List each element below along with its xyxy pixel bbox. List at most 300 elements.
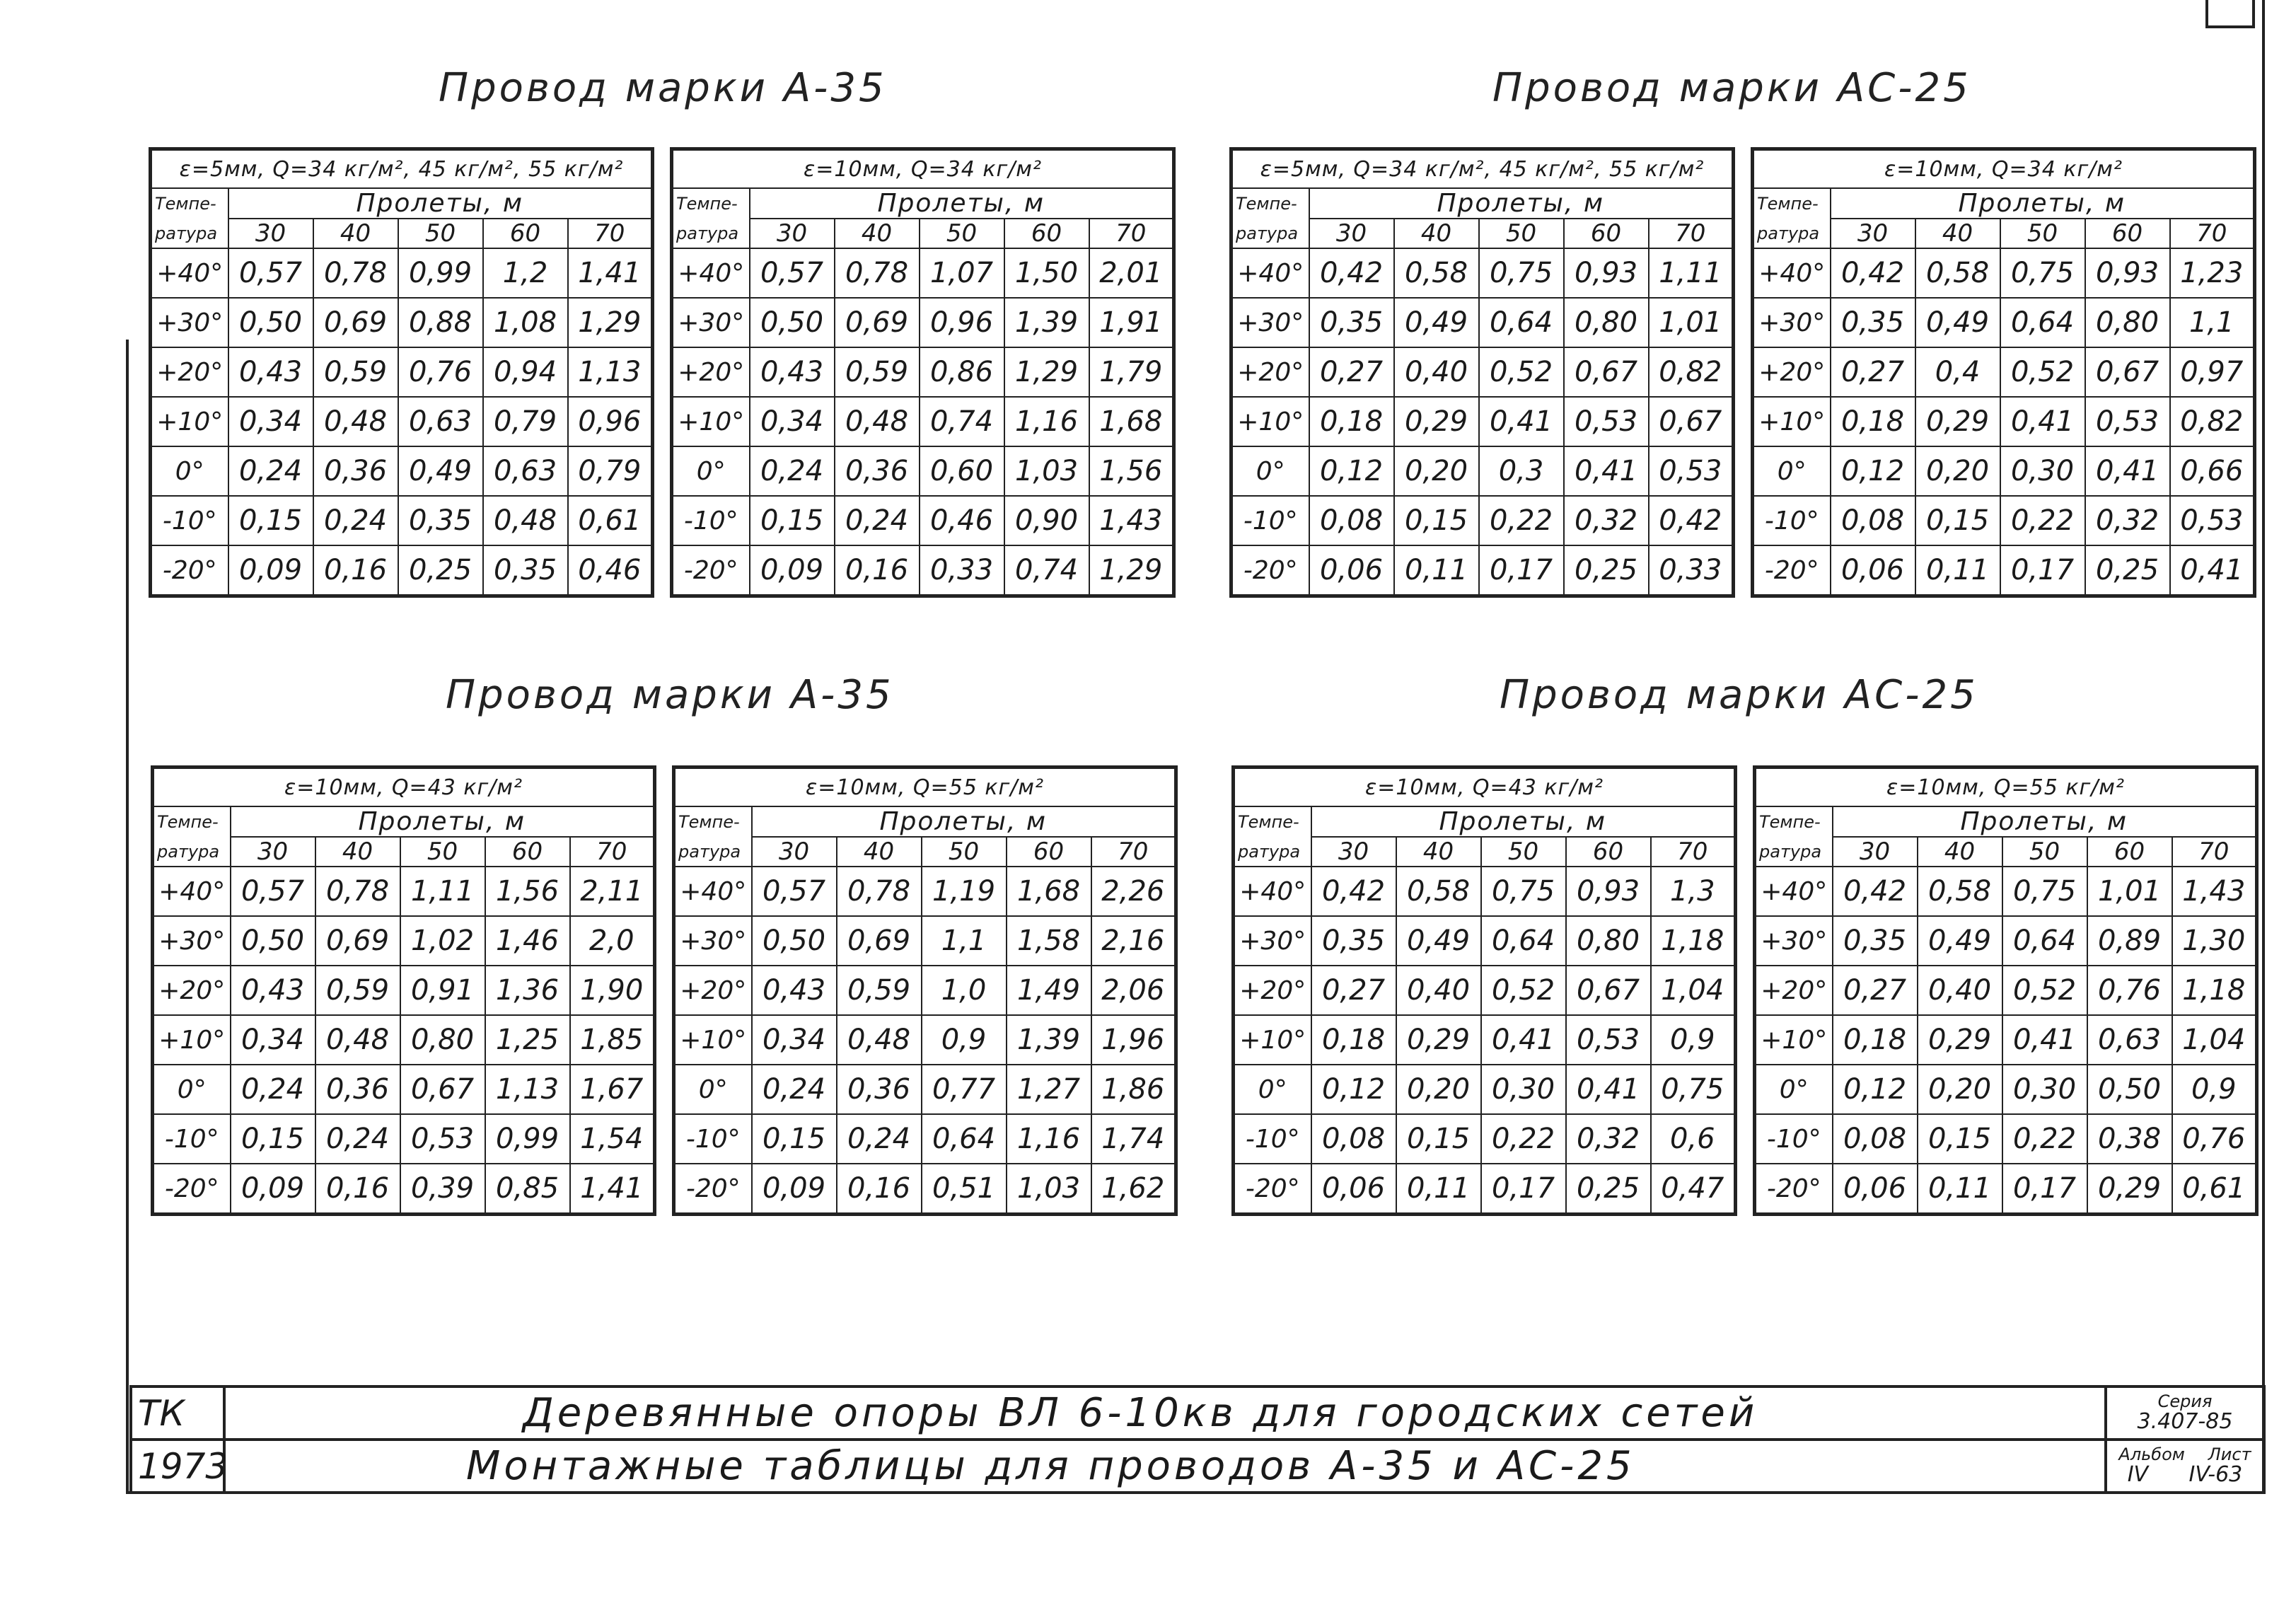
sag-value-cell: 0,57 [228,248,313,298]
span-header: 30 [231,837,315,867]
sag-value-cell: 0,42 [1831,248,1915,298]
sag-value-cell: 0,08 [1311,1114,1396,1164]
temperature-cell: +40° [1755,867,1833,916]
temperature-cell: +40° [1753,248,1831,298]
temperature-cell: +10° [1234,1015,1311,1065]
sag-value-cell: 0,90 [1004,496,1089,545]
table-row [153,1164,655,1215]
temperature-label: Темпе- [1755,806,1833,837]
sag-value-cell: 0,46 [920,496,1004,545]
table-row [151,446,653,496]
section-title-a35-top: Провод марки А-35 [439,65,887,111]
sag-value-cell: 0,79 [568,446,653,496]
table-row [674,867,1176,916]
sag-value-cell: 0,64 [1479,298,1564,347]
title-block-album-sheet [2106,1440,2264,1493]
tables-group-ac25-top [1229,147,2256,598]
temperature-label-cont: ратура [1755,837,1833,867]
table-row [1755,1114,2257,1164]
sag-value-cell: 0,17 [2002,1164,2087,1215]
sag-value-cell: 1,50 [1004,248,1089,298]
sag-value-cell: 0,49 [398,446,483,496]
sag-value-cell: 0,15 [1915,496,2000,545]
temperature-cell: 0° [1755,1065,1833,1114]
sag-value-cell: 0,41 [1479,397,1564,446]
sag-table [149,147,654,598]
table-row [151,496,653,545]
temperature-cell: +30° [153,916,231,966]
table-row [1755,1065,2257,1114]
sag-value-cell: 0,20 [1915,446,2000,496]
sag-value-cell: 0,35 [1833,916,1918,966]
table-row [1753,347,2255,397]
span-header: 60 [483,219,568,248]
temperature-label: Темпе- [1234,806,1311,837]
span-header: 30 [752,837,837,867]
sag-value-cell: 0,94 [483,347,568,397]
sag-value-cell: 0,18 [1831,397,1915,446]
sag-value-cell: 1,1 [922,916,1007,966]
sag-value-cell: 0,97 [2170,347,2255,397]
title-block-org: ТК [131,1386,224,1440]
sag-value-cell: 0,80 [2085,298,2170,347]
sag-value-cell: 2,0 [570,916,655,966]
sag-value-cell: 0,27 [1309,347,1394,397]
temperature-cell: 0° [1231,446,1309,496]
sag-value-cell: 0,48 [483,496,568,545]
spans-label: Пролеты, м [1831,188,2255,219]
span-header: 70 [2172,837,2257,867]
title-block-year: 1973 [131,1440,224,1493]
sag-table [672,765,1178,1216]
sag-value-cell: 0,48 [835,397,920,446]
table-row [672,496,1174,545]
table-row [151,347,653,397]
span-header: 50 [398,219,483,248]
sag-value-cell: 0,41 [2170,545,2255,596]
sag-value-cell: 0,57 [752,867,837,916]
sag-value-cell: 0,40 [1394,347,1479,397]
sag-value-cell: 0,35 [483,545,568,596]
sag-value-cell: 0,24 [231,1065,315,1114]
temperature-label: Темпе- [1753,188,1831,219]
sag-value-cell: 0,16 [835,545,920,596]
span-header: 40 [1915,219,2000,248]
spans-label: Пролеты, м [231,806,655,837]
span-header: 60 [2087,837,2172,867]
sag-value-cell: 0,16 [837,1164,922,1215]
sag-value-cell: 0,78 [315,867,400,916]
sag-value-cell: 0,12 [1311,1065,1396,1114]
temperature-cell: +10° [672,397,750,446]
sag-table [1231,765,1737,1216]
sag-value-cell: 0,06 [1833,1164,1918,1215]
sag-value-cell: 1,03 [1004,446,1089,496]
temperature-cell: -20° [672,545,750,596]
sag-value-cell: 0,15 [228,496,313,545]
sag-value-cell: 0,24 [752,1065,837,1114]
sag-value-cell: 0,6 [1651,1114,1736,1164]
sag-value-cell: 0,82 [2170,397,2255,446]
sag-value-cell: 0,24 [837,1114,922,1164]
temperature-label-cont: ратура [672,219,750,248]
sag-value-cell: 0,4 [1915,347,2000,397]
sag-value-cell: 0,53 [1566,1015,1651,1065]
sag-value-cell: 0,58 [1918,867,2002,916]
sag-value-cell: 0,53 [1564,397,1649,446]
sag-value-cell: 0,50 [231,916,315,966]
sag-value-cell: 0,22 [2000,496,2085,545]
section-title-ac25-bottom: Провод марки АС-25 [1500,672,1978,718]
sag-value-cell: 0,30 [2000,446,2085,496]
frame-right-border [2262,0,2265,1494]
table-row [674,1065,1176,1114]
sag-value-cell: 0,12 [1309,446,1394,496]
temperature-cell: +30° [1755,916,1833,966]
sag-value-cell: 2,26 [1091,867,1176,916]
sag-value-cell: 0,48 [315,1015,400,1065]
temperature-cell: 0° [1753,446,1831,496]
sag-value-cell: 1,29 [1004,347,1089,397]
span-header: 70 [1089,219,1174,248]
sag-value-cell: 0,24 [835,496,920,545]
table-row [1231,298,1734,347]
span-header: 40 [313,219,398,248]
sag-value-cell: 0,9 [1651,1015,1736,1065]
sag-value-cell: 1,41 [568,248,653,298]
spans-label: Пролеты, м [750,188,1174,219]
sag-value-cell: 0,11 [1396,1164,1481,1215]
sag-value-cell: 0,96 [568,397,653,446]
temperature-label: Темпе- [672,188,750,219]
temperature-label-cont: ратура [674,837,752,867]
span-header: 60 [1564,219,1649,248]
sag-value-cell: 0,15 [752,1114,837,1164]
span-header: 40 [835,219,920,248]
table-row [672,397,1174,446]
temperature-label: Темпе- [674,806,752,837]
sag-value-cell: 0,30 [2002,1065,2087,1114]
table-row [1234,1114,1736,1164]
temperature-cell: -10° [151,496,228,545]
temperature-cell: +30° [672,298,750,347]
sag-value-cell: 0,18 [1311,1015,1396,1065]
sag-value-cell: 0,06 [1831,545,1915,596]
sag-value-cell: 0,75 [1479,248,1564,298]
sag-value-cell: 0,59 [835,347,920,397]
table-row [1234,1015,1736,1065]
sag-value-cell: 0,09 [228,545,313,596]
sag-value-cell: 0,57 [750,248,835,298]
title-block-line-2: Монтажные таблицы для проводов А-35 и АС-25 [224,1440,2106,1493]
sag-value-cell: 0,47 [1651,1164,1736,1215]
title-block-line-1: Деревянные опоры ВЛ 6-10кв для городских сетей [224,1386,2106,1440]
sag-value-cell: 0,30 [1481,1065,1566,1114]
temperature-cell: +20° [1755,966,1833,1015]
temperature-cell: +40° [674,867,752,916]
temperature-cell: -20° [153,1164,231,1215]
sag-value-cell: 1,0 [922,966,1007,1015]
sag-value-cell: 0,29 [1915,397,2000,446]
sag-value-cell: 1,02 [400,916,485,966]
sag-value-cell: 0,12 [1831,446,1915,496]
span-header: 70 [568,219,653,248]
sag-value-cell: 0,25 [398,545,483,596]
table-row [1234,966,1736,1015]
temperature-cell: +10° [1753,397,1831,446]
sag-value-cell: 1,16 [1007,1114,1091,1164]
sag-value-cell: 0,27 [1833,966,1918,1015]
temperature-cell: +40° [1234,867,1311,916]
span-header: 50 [1481,837,1566,867]
sag-value-cell: 0,59 [315,966,400,1015]
section-title-ac25-top: Провод марки АС-25 [1492,65,1971,111]
album-label: Альбом [2118,1444,2185,1465]
sag-value-cell: 1,39 [1004,298,1089,347]
sag-value-cell: 0,82 [1649,347,1734,397]
sag-value-cell: 0,58 [1394,248,1479,298]
table-row [1753,397,2255,446]
sag-value-cell: 0,38 [2087,1114,2172,1164]
span-header: 30 [1831,219,1915,248]
sag-value-cell: 1,29 [568,298,653,347]
sag-value-cell: 1,13 [568,347,653,397]
span-header: 60 [485,837,570,867]
sag-value-cell: 0,27 [1831,347,1915,397]
series-label: Серия [2157,1391,2213,1412]
sag-value-cell: 0,15 [1394,496,1479,545]
sag-value-cell: 0,53 [2085,397,2170,446]
sag-value-cell: 1,43 [2172,867,2257,916]
tables-group-a35-top [149,147,1176,598]
sag-value-cell: 0,25 [1564,545,1649,596]
span-header: 70 [570,837,655,867]
sag-value-cell: 1,43 [1089,496,1174,545]
table-row [674,1164,1176,1215]
table-header-params: ε=5мм, Q=34 кг/м², 45 кг/м², 55 кг/м² [1231,149,1734,189]
table-row [151,545,653,596]
table-row [1231,446,1734,496]
sag-value-cell: 1,62 [1091,1164,1176,1215]
sag-table [1753,765,2259,1216]
sag-value-cell: 1,67 [570,1065,655,1114]
span-header: 70 [2170,219,2255,248]
temperature-cell: +40° [1231,248,1309,298]
table-row [1231,248,1734,298]
sag-value-cell: 0,49 [1396,916,1481,966]
sag-value-cell: 1,11 [1649,248,1734,298]
sag-value-cell: 0,75 [2002,867,2087,916]
temperature-cell: -20° [1755,1164,1833,1215]
temperature-cell: -10° [672,496,750,545]
table-row [153,1065,655,1114]
sag-value-cell: 0,33 [920,545,1004,596]
sag-value-cell: 0,15 [231,1114,315,1164]
temperature-cell: +20° [672,347,750,397]
sag-value-cell: 1,68 [1089,397,1174,446]
sag-value-cell: 0,74 [920,397,1004,446]
spans-label: Пролеты, м [1309,188,1734,219]
sag-value-cell: 0,41 [1566,1065,1651,1114]
sag-value-cell: 0,09 [752,1164,837,1215]
table-row [1231,496,1734,545]
sheet-value: IV-63 [2188,1462,2243,1488]
sag-value-cell: 0,77 [922,1065,1007,1114]
sag-value-cell: 0,9 [2172,1065,2257,1114]
sag-value-cell: 0,20 [1396,1065,1481,1114]
sag-value-cell: 1,07 [920,248,1004,298]
sag-value-cell: 1,54 [570,1114,655,1164]
span-header: 50 [400,837,485,867]
sag-value-cell: 0,67 [1649,397,1734,446]
temperature-cell: +30° [1753,298,1831,347]
temperature-cell: -20° [674,1164,752,1215]
table-row [674,916,1176,966]
sag-value-cell: 0,91 [400,966,485,1015]
span-header: 60 [1004,219,1089,248]
temperature-cell: -10° [1753,496,1831,545]
sag-table [1751,147,2256,598]
series-value: 3.407-85 [2137,1409,2233,1435]
sag-value-cell: 0,46 [568,545,653,596]
span-header: 50 [1479,219,1564,248]
sag-value-cell: 0,32 [1566,1114,1651,1164]
temperature-cell: -10° [674,1114,752,1164]
sag-value-cell: 0,35 [1309,298,1394,347]
title-block [129,1385,2266,1494]
temperature-cell: -20° [1234,1164,1311,1215]
sag-value-cell: 0,75 [1651,1065,1736,1114]
temperature-cell: +40° [672,248,750,298]
sag-value-cell: 1,41 [570,1164,655,1215]
table-header-params: ε=10мм, Q=55 кг/м² [674,768,1176,807]
sag-value-cell: 1,03 [1007,1164,1091,1215]
sag-value-cell: 1,3 [1651,867,1736,916]
sag-value-cell: 2,11 [570,867,655,916]
table-row [1234,867,1736,916]
sag-value-cell: 1,39 [1007,1015,1091,1065]
sag-value-cell: 0,69 [835,298,920,347]
sag-value-cell: 0,61 [568,496,653,545]
sag-value-cell: 1,74 [1091,1114,1176,1164]
sag-value-cell: 0,80 [1564,298,1649,347]
sag-value-cell: 0,64 [2002,916,2087,966]
sag-value-cell: 1,23 [2170,248,2255,298]
span-header: 50 [922,837,1007,867]
sag-value-cell: 0,74 [1004,545,1089,596]
sheet-label: Лист [2208,1444,2251,1465]
sag-value-cell: 0,24 [228,446,313,496]
sag-value-cell: 0,36 [835,446,920,496]
sag-value-cell: 0,34 [752,1015,837,1065]
sag-value-cell: 1,27 [1007,1065,1091,1114]
temperature-cell: +30° [1234,916,1311,966]
table-row [672,298,1174,347]
table-header-params: ε=10мм, Q=34 кг/м² [672,149,1174,189]
sag-value-cell: 0,64 [2000,298,2085,347]
sag-value-cell: 0,76 [2087,966,2172,1015]
sag-value-cell: 1,19 [922,867,1007,916]
sag-value-cell: 0,53 [1649,446,1734,496]
sag-value-cell: 0,06 [1309,545,1394,596]
span-header: 30 [1311,837,1396,867]
sag-value-cell: 0,52 [2002,966,2087,1015]
table-row [1753,496,2255,545]
sag-value-cell: 0,15 [750,496,835,545]
span-header: 30 [750,219,835,248]
sag-value-cell: 0,50 [752,916,837,966]
sag-value-cell: 0,17 [1481,1164,1566,1215]
temperature-cell: +20° [674,966,752,1015]
sag-value-cell: 0,40 [1396,966,1481,1015]
sag-value-cell: 0,76 [2172,1114,2257,1164]
sag-value-cell: 0,29 [1918,1015,2002,1065]
sag-value-cell: 0,08 [1833,1114,1918,1164]
sag-value-cell: 0,9 [922,1015,1007,1065]
sag-value-cell: 0,67 [1566,966,1651,1015]
sag-value-cell: 1,2 [483,248,568,298]
sag-value-cell: 0,3 [1479,446,1564,496]
temperature-cell: +10° [151,397,228,446]
sag-value-cell: 0,25 [2085,545,2170,596]
temperature-label: Темпе- [153,806,231,837]
temperature-cell: +20° [1753,347,1831,397]
temperature-cell: +40° [153,867,231,916]
sag-value-cell: 0,41 [1564,446,1649,496]
temperature-cell: +40° [151,248,228,298]
sag-value-cell: 2,06 [1091,966,1176,1015]
temperature-cell: +10° [1231,397,1309,446]
sag-value-cell: 0,60 [920,446,1004,496]
sag-value-cell: 0,08 [1831,496,1915,545]
temperature-cell: 0° [153,1065,231,1114]
sag-value-cell: 0,99 [398,248,483,298]
sag-value-cell: 0,63 [398,397,483,446]
sag-value-cell: 0,32 [2085,496,2170,545]
sag-value-cell: 0,53 [2170,496,2255,545]
sag-value-cell: 0,49 [1915,298,2000,347]
sag-value-cell: 1,90 [570,966,655,1015]
sag-value-cell: 0,11 [1394,545,1479,596]
table-row [1755,1015,2257,1065]
sag-value-cell: 0,40 [1918,966,2002,1015]
sag-value-cell: 0,57 [231,867,315,916]
table-row [1234,1164,1736,1215]
sag-value-cell: 0,79 [483,397,568,446]
span-header: 40 [1918,837,2002,867]
temperature-cell: -10° [153,1114,231,1164]
sag-value-cell: 0,78 [313,248,398,298]
sag-value-cell: 0,96 [920,298,1004,347]
span-header: 70 [1649,219,1734,248]
temperature-cell: -20° [151,545,228,596]
sag-value-cell: 0,06 [1311,1164,1396,1215]
temperature-cell: +30° [1231,298,1309,347]
sag-value-cell: 0,93 [1566,867,1651,916]
table-row [674,1015,1176,1065]
temperature-label-cont: ратура [153,837,231,867]
temperature-cell: +10° [153,1015,231,1065]
sag-value-cell: 0,35 [1831,298,1915,347]
frame-left-border [126,340,129,1494]
table-header-params: ε=10мм, Q=43 кг/м² [1234,768,1736,807]
sag-value-cell: 1,01 [2087,867,2172,916]
sag-value-cell: 0,63 [483,446,568,496]
temperature-cell: +20° [153,966,231,1015]
sag-value-cell: 0,80 [400,1015,485,1065]
sag-value-cell: 0,42 [1649,496,1734,545]
table-row [672,347,1174,397]
